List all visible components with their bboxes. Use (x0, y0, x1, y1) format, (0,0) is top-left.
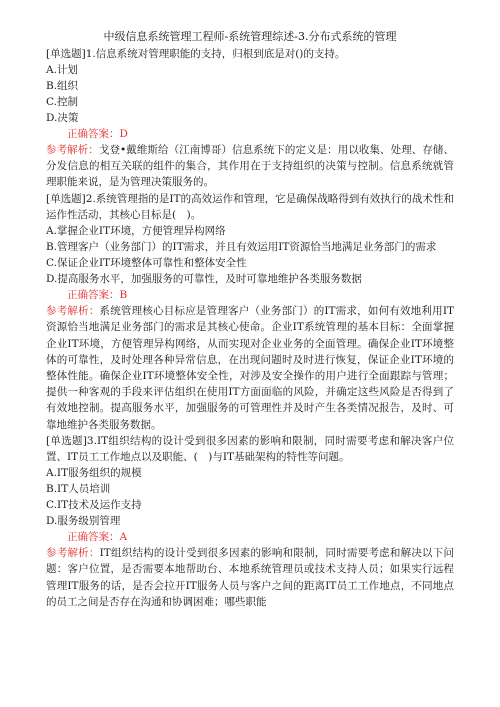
option-a: A.计划 (46, 64, 78, 76)
question-stem: [单选题]1.信息系统对管理职能的支持，归根到底是对()的支持。 (46, 48, 346, 60)
answer-value: A (119, 531, 128, 544)
correct-answer (46, 126, 454, 142)
option-c: C.控制 (46, 96, 78, 108)
question-stem: [单选题]3.IT组织结构的设计受到很多因素的影响和限制，同时需要考虑和解决客户位置、IT员工工作地点以及职能、( )与IT基础架构的特性等问题。 (46, 434, 454, 464)
analysis-text: 系统管理核心目标应是管理客户（业务部门）的IT需求，如何有效地利用IT资源恰当地满足业务部门的需求是其核心使命。企业IT系统管理的基本目标：全面掌握企业IT环境，方便管理异构网络，从而实现对企业业务的全面管理。确保企业IT环境整体的可靠性，及时处理各种异常信息，在出现问题时及时进行恢复，保证企业IT环境的整体性能。确保企业IT环境整体安全性，对涉及安全操作的用户进行全面跟踪与管理；提供一种客观的手段来评估组织在使用IT方面面临的风险，并确定这些风险是否得到了有效地控制。提高服务水平，加强服务的可管理性并及时产生各类情况报告，及时、可靠地维护各类服务数据。 (46, 305, 454, 431)
analysis (46, 545, 454, 610)
page-title: 中级信息系统管理工程师-系统管理综述-3.分布式系统的管理 (103, 30, 397, 43)
option-c: C.保证企业IT环境整体可靠性和整体安全性 (46, 257, 247, 270)
option-b: B.管理客户（业务部门）的IT需求，并且有效运用IT资源恰当地满足业务部门的需求 (46, 241, 437, 254)
option-a: A.掌握企业IT环境，方便管理异构网络 (46, 225, 226, 238)
analysis-label: 参考解析： (46, 547, 100, 560)
analysis-text: 戈登•戴维斯给（江南博哥）信息系统下的定义是：用以收集、处理、存储、分发信息的相互关联的组件的集合，其作用在于支持组织的决策与控制。信息系统就管理职能来说，是为管理决策服务的。 (46, 144, 454, 189)
option-b: B.组织 (46, 80, 79, 92)
option-c: C.IT技术及运作支持 (46, 499, 142, 512)
question-2 (46, 191, 454, 433)
answer-label: 正确答案： (67, 531, 120, 544)
option-d: D.服务级别管理 (46, 515, 121, 528)
option-d: D.决策 (46, 112, 79, 124)
analysis-label: 参考解析： (46, 144, 99, 156)
answer-label: 正确答案： (67, 128, 120, 140)
analysis (46, 303, 454, 433)
option-b: B.IT人员培训 (46, 483, 111, 496)
correct-answer (46, 529, 454, 545)
answer-value: B (119, 289, 128, 302)
answer-label: 正确答案： (67, 289, 120, 302)
question-stem: [单选题]2.系统管理指的是IT的高效运作和管理，它是确保战略得到有效执行的战术性和运作性活动，其核心目标是( )。 (46, 192, 454, 221)
question-1 (46, 46, 454, 191)
correct-answer (46, 287, 454, 303)
analysis-label: 参考解析： (46, 305, 100, 318)
option-a: A.IT服务组织的规模 (46, 467, 142, 480)
option-d: D.提高服务水平，加强服务的可靠性，及时可靠地维护各类服务数据 (46, 273, 362, 286)
question-3 (46, 433, 454, 610)
answer-value: D (119, 128, 128, 140)
analysis-text: IT组织结构的设计受到很多因素的影响和限制，同时需要考虑和解决以下问题：客户位置，是否需要本地帮助台、本地系统管理员或技术支持人员；如果实行远程管理IT服务的话，是否会拉开IT服务人员与客户之间的距离IT员工工作地点，不同地点的员工之间是否存在沟通和协调困难；哪些职能 (46, 547, 455, 608)
analysis (46, 142, 454, 191)
